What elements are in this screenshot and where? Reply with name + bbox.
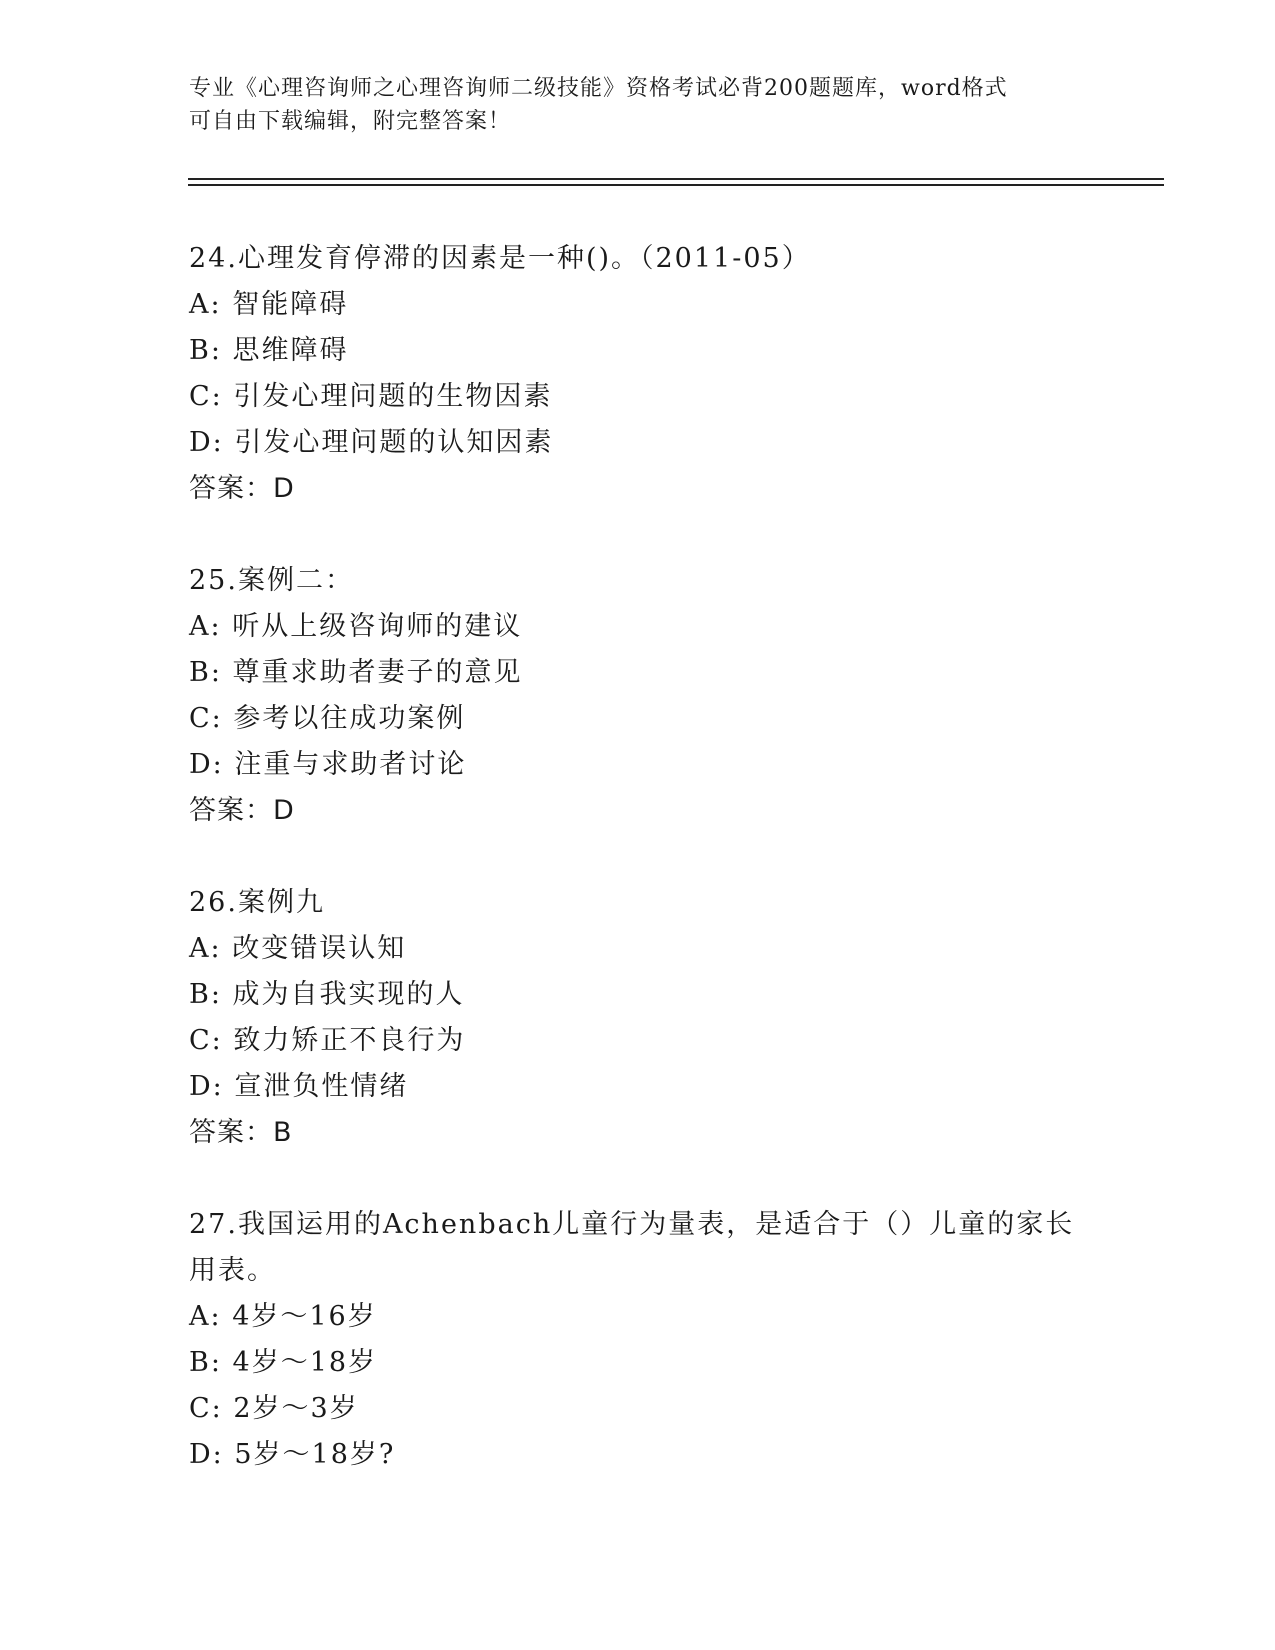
header-line-2: 可自由下载编辑，附完整答案！ xyxy=(189,109,512,134)
option-a xyxy=(189,1294,1089,1340)
document-header xyxy=(189,72,1089,138)
option-letter: D: xyxy=(189,749,224,780)
option-letter: C: xyxy=(189,703,223,734)
question-stem: 27.我国运用的Achenbach儿童行为量表，是适合于（）儿童的家长用表。 xyxy=(189,1209,1075,1286)
header-rule-bottom xyxy=(188,184,1164,186)
option-text: 智能障碍 xyxy=(232,289,349,320)
option-letter: D: xyxy=(189,427,224,458)
option-text: 宣泄负性情绪 xyxy=(234,1071,409,1102)
option-b xyxy=(189,972,1089,1018)
option-letter: B: xyxy=(189,979,222,1010)
option-text: 注重与求助者讨论 xyxy=(234,749,467,780)
question-stem: 25.案例二： xyxy=(189,565,354,596)
option-d xyxy=(189,742,1089,788)
option-d xyxy=(189,1064,1089,1110)
question-list xyxy=(189,236,1089,1524)
option-letter: B: xyxy=(189,335,222,366)
header-line-1: 专业《心理咨询师之心理咨询师二级技能》资格考试必背200题题库，word格式 xyxy=(189,76,1008,101)
option-c xyxy=(189,1386,1089,1432)
option-letter: C: xyxy=(189,381,223,412)
option-b xyxy=(189,1340,1089,1386)
option-text: 5岁～18岁? xyxy=(234,1439,396,1470)
option-letter: B: xyxy=(189,1347,222,1378)
question-27 xyxy=(189,1202,1089,1478)
option-letter: D: xyxy=(189,1071,224,1102)
option-text: 4岁～18岁 xyxy=(232,1347,378,1378)
option-text: 4岁～16岁 xyxy=(232,1301,377,1332)
option-text: 引发心理问题的认知因素 xyxy=(234,427,554,458)
option-text: 改变错误认知 xyxy=(232,933,407,964)
question-25 xyxy=(189,558,1089,834)
option-letter: A: xyxy=(189,933,222,964)
option-a xyxy=(189,926,1089,972)
answer-line: 答案：B xyxy=(189,1117,293,1148)
option-a xyxy=(189,282,1089,328)
option-text: 致力矫正不良行为 xyxy=(233,1025,466,1056)
answer-line: 答案：D xyxy=(189,473,295,504)
option-text: 尊重求助者妻子的意见 xyxy=(232,657,523,688)
question-26 xyxy=(189,880,1089,1156)
option-text: 思维障碍 xyxy=(232,335,349,366)
option-c xyxy=(189,1018,1089,1064)
option-a xyxy=(189,604,1089,650)
option-d xyxy=(189,420,1089,466)
option-b xyxy=(189,328,1089,374)
option-c xyxy=(189,696,1089,742)
option-letter: C: xyxy=(189,1393,223,1424)
option-letter: B: xyxy=(189,657,222,688)
option-d xyxy=(189,1432,1089,1478)
question-24 xyxy=(189,236,1089,512)
option-b xyxy=(189,650,1089,696)
option-text: 成为自我实现的人 xyxy=(232,979,465,1010)
option-letter: A: xyxy=(189,611,222,642)
option-text: 2岁～3岁 xyxy=(233,1393,359,1424)
option-letter: D: xyxy=(189,1439,224,1470)
header-rule-top xyxy=(188,178,1164,180)
question-stem: 24.心理发育停滞的因素是一种()。（2011-05） xyxy=(189,243,811,274)
option-letter: C: xyxy=(189,1025,223,1056)
option-letter: A: xyxy=(189,1301,222,1332)
option-text: 参考以往成功案例 xyxy=(233,703,466,734)
question-stem: 26.案例九 xyxy=(189,887,325,918)
option-text: 引发心理问题的生物因素 xyxy=(233,381,553,412)
answer-line: 答案：D xyxy=(189,795,295,826)
option-letter: A: xyxy=(189,289,222,320)
option-c xyxy=(189,374,1089,420)
option-text: 听从上级咨询师的建议 xyxy=(232,611,523,642)
